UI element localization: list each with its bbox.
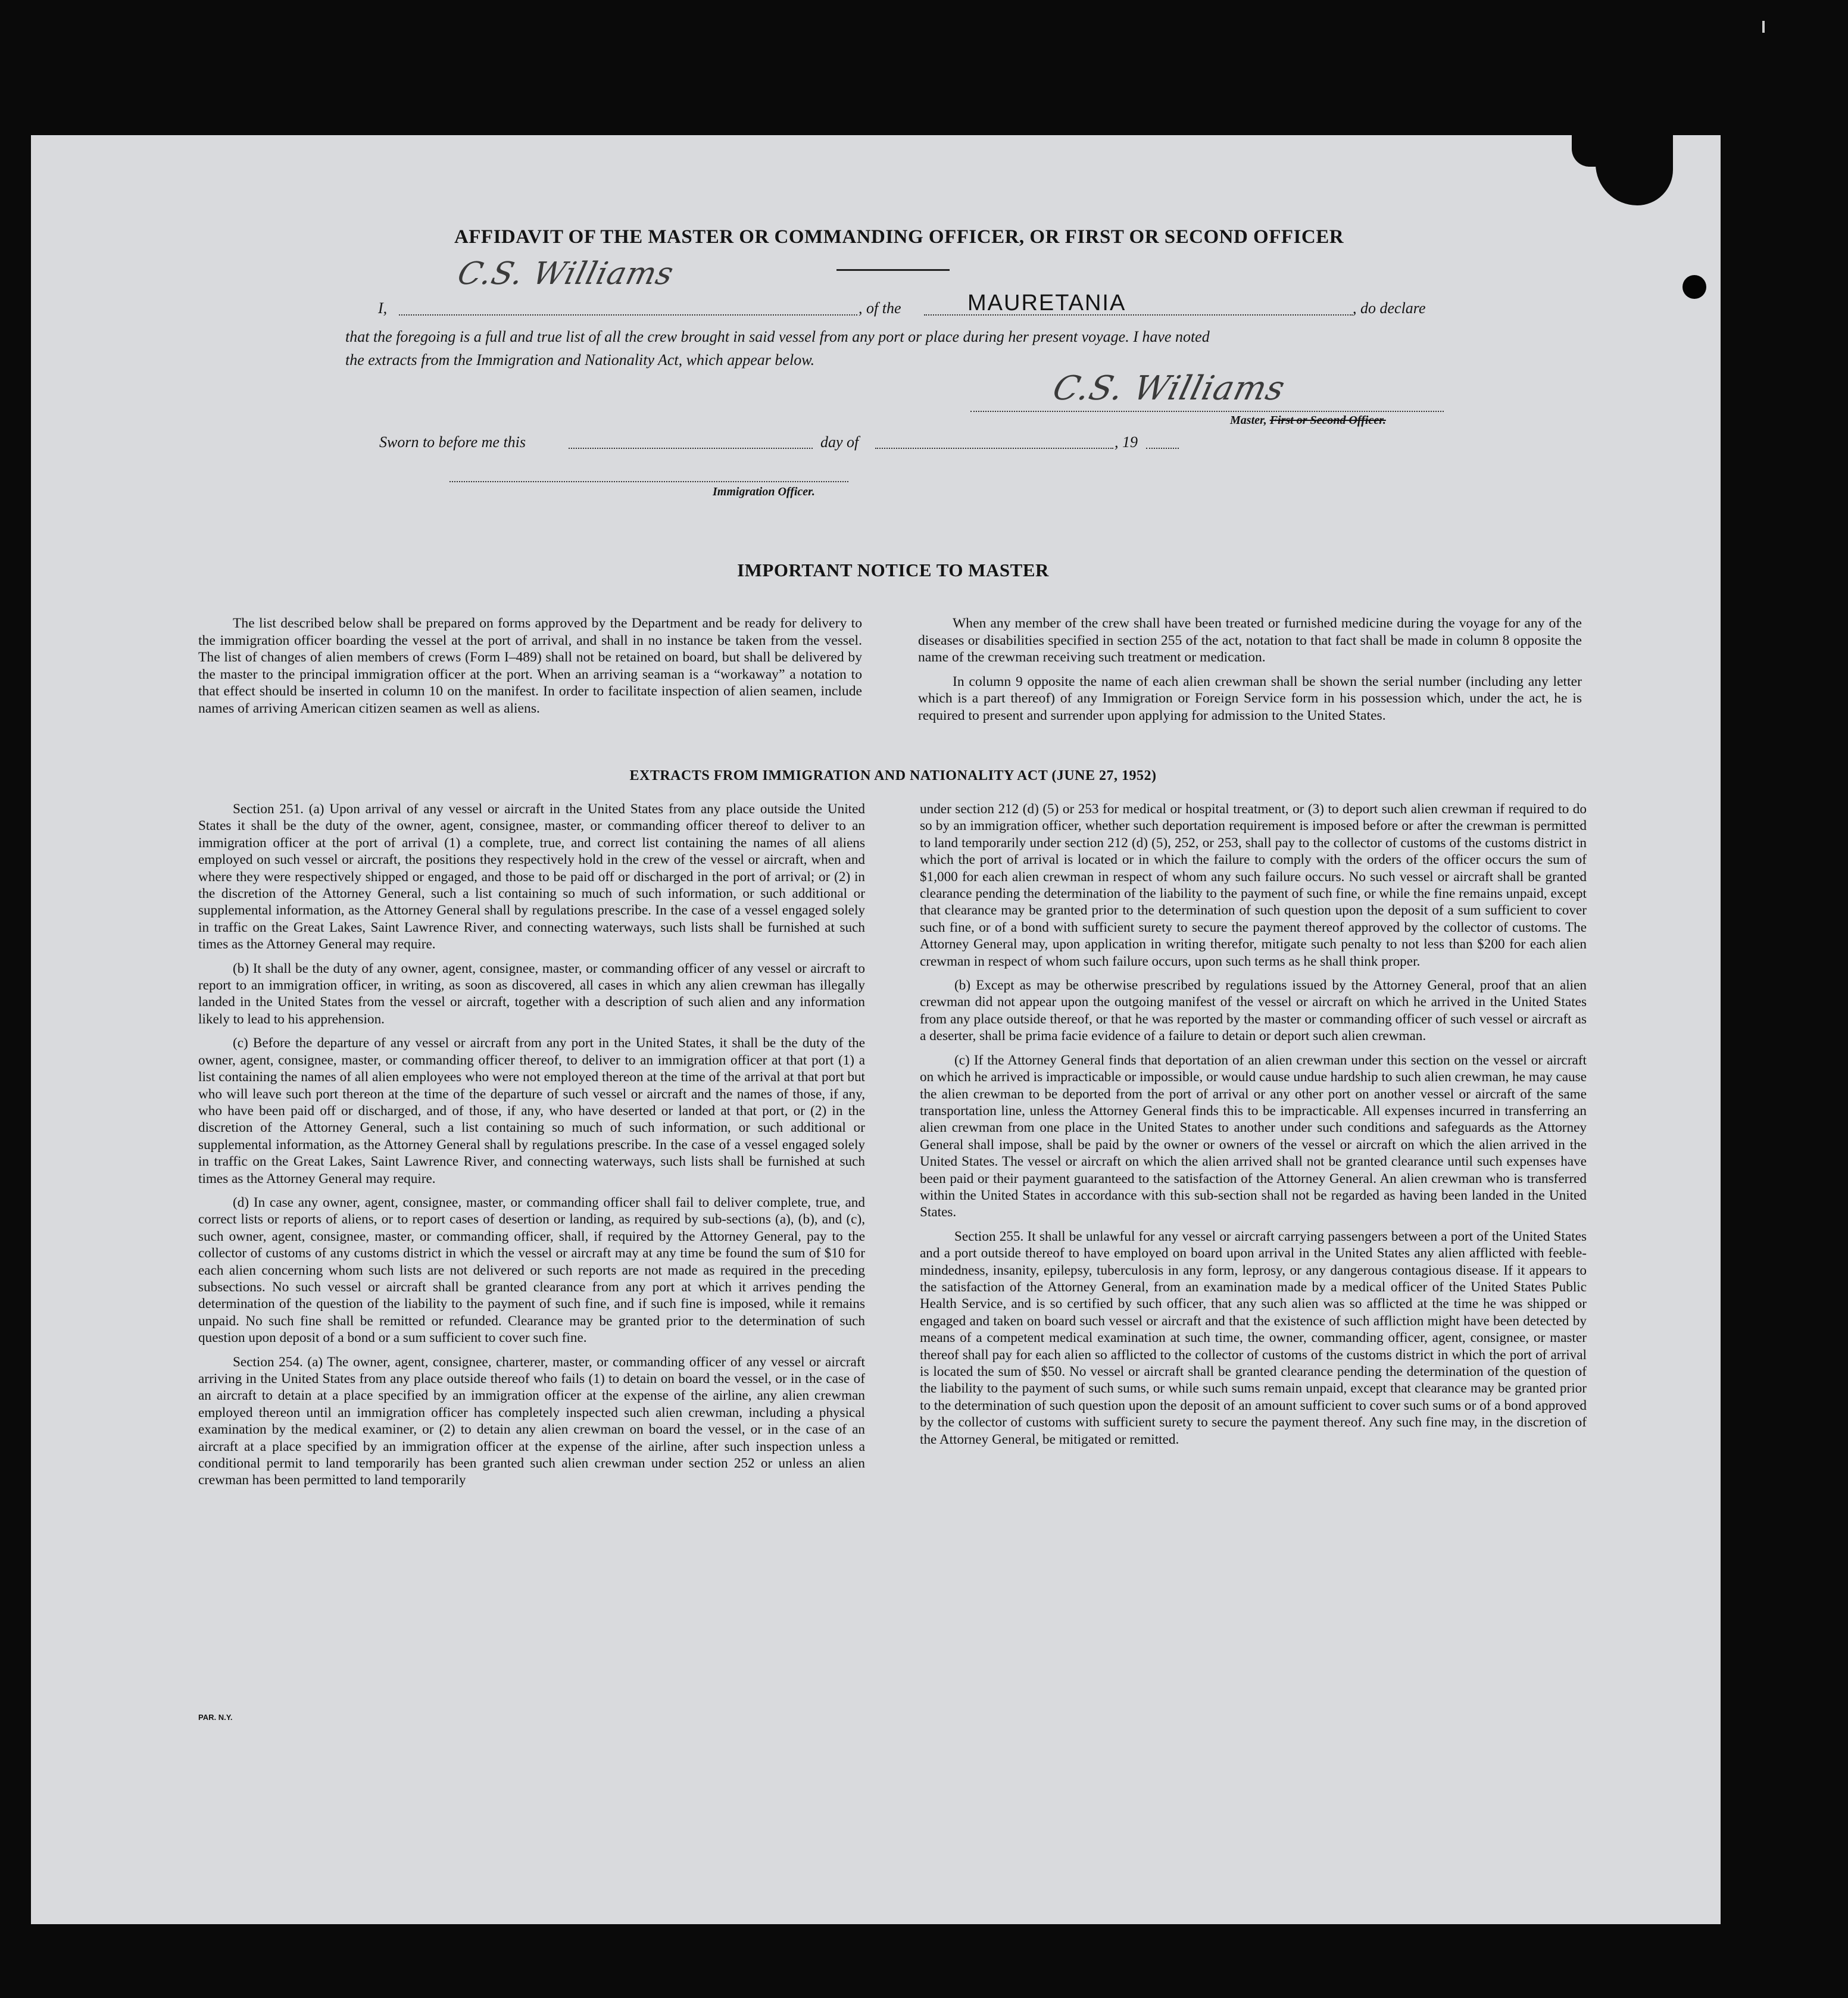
sworn-label: Sworn to before me this bbox=[379, 433, 526, 451]
notice-right-column bbox=[918, 615, 1582, 732]
section-251b: (b) It shall be the duty of any owner, agent, consignee, master, or commanding officer of any vessel or aircraft to report to an immigration officer, in writing, as soon as discovered, all cases in which any alien crewman has illegally landed in the United States from the vessel or aircraft, together with a description of such alien and any information likely to lead to his apprehension. bbox=[198, 960, 865, 1027]
i-label: I, bbox=[378, 299, 388, 317]
ship-name: MAURETANIA bbox=[967, 291, 1126, 316]
section-251c: (c) Before the departure of any vessel or aircraft from any port in the United States, it shall be the duty of the owner, agent, consignee, master, or commanding officer thereof, to deliver to an immigration officer at that port (1) a list containing the names of all alien employees who were not employed thereon at the time of the arrival at that port but who will leave such port thereon at the time of the departure of such vessel or aircraft and the names of those, if any, who have been paid off or discharged, and of those, if any, who have deserted or landed at that port, or (2) in the discretion of the Attorney General, such a list containing so much of such information, or such additional or supplemental information, as the Attorney General shall by regulations prescribe. In the case of a vessel engaged solely in traffic on the Great Lakes, Saint Lawrence River, and connecting waterways, such lists shall be furnished at such times as the Attorney General may require. bbox=[198, 1035, 865, 1187]
extracts-left-column bbox=[198, 801, 865, 1496]
section-254b: (b) Except as may be otherwise prescribed by regulations issued by the Attorney General, proof that an alien crewman did not appear upon the outgoing manifest of the vessel or aircraft on which he arrived in the United States from any place outside thereof, or that he was reported by the master or commanding officer of such vessel or aircraft as a deserter, shall be prima facie evidence of a failure to detain or deport such alien crewman. bbox=[920, 978, 1587, 1044]
section-251a: Section 251. (a) Upon arrival of any vessel or aircraft in the United States from any place outside the United States it shall be the duty of the owner, agent, consignee, master, or commanding officer thereof to deliver to an immigration officer at the port of arrival (1) a complete, true, and correct list containing the names of all aliens employed on such vessel or aircraft, the positions they respectively hold in the crew of the vessel or aircraft, when and where they were respectively shipped or engaged, and those to be paid off or discharged in the port of arrival; or (2) in the discretion of the Attorney General, such a list containing so much of such information, or such additional or supplemental information, as the Attorney General shall by regulations prescribe. In the case of a vessel engaged solely in traffic on the Great Lakes, Saint Lawrence River, and connecting waterways, such lists shall be furnished at such times as the Attorney General may require. bbox=[198, 801, 865, 953]
notice-left-column bbox=[198, 615, 862, 725]
section-251d: (d) In case any owner, agent, consignee, master, or commanding officer shall fail to deliver complete, true, and correct lists or reports of aliens, or to report cases of desertion or landing, as required by sub-sections (a), (b), and (c), such owner, agent, consignee, master, or commanding officer, shall, if required by the Attorney General, pay to the collector of customs of any customs district in which the vessel or aircraft may at any time be found the sum of $10 for each alien concerning whom such lists are not delivered or such reports are not made as required in the preceding subsections. No such vessel or aircraft shall be granted clearance from any port at which it arrives pending the determination of the question of the liability to the payment of such fine, and if such fine is imposed, while it remains unpaid. No such fine shall be remitted or refunded. Clearance may be granted prior to the determination of such question upon deposit of a bond or a sum sufficient to cover such fine. bbox=[198, 1194, 865, 1346]
master-signature-line bbox=[970, 411, 1444, 412]
officer-signature-line bbox=[449, 481, 848, 482]
name-signature: C.S. Williams bbox=[454, 256, 678, 292]
master-signature: C.S. Williams bbox=[1048, 369, 1290, 408]
sworn-month-line bbox=[875, 448, 1113, 449]
section-254a-continued: under section 212 (d) (5) or 253 for medical or hospital treatment, or (3) to deport such alien crewman if required to do so by an immigration officer, whether such deportation requirement is imposed before or after the crewman is permitted to land temporarily under section 212 (d) (5), 252, or 253, shall pay to the collector of customs of the customs district in which the port of arrival is located or in which the failure to comply with the orders of the officer occurs the sum of $1,000 for each alien crewman in respect of whom any such failure occurs. No such vessel or aircraft shall be granted clearance pending the determination of the liability to the payment of such fine, or while the fine remains unpaid, except that clearance may be granted prior to the determination of such question upon the deposit of a sum sufficient to cover such fine, or of a bond with sufficient surety to secure the payment thereof approved by the collector of customs. The Attorney General may, upon application in writing therefor, mitigate such penalty to not less than $200 for each alien crewman in respect of whom such failure occurs, upon such terms as he shall think proper. bbox=[920, 801, 1587, 969]
section-255: Section 255. It shall be unlawful for any vessel or aircraft carrying passengers between a port of the United States and a port outside thereof to have employed on board upon arrival in the United States any alien afflicted with feeble-mindedness, insanity, epilepsy, tuberculosis in any form, leprosy, or any dangerous contagious disease. If it appears to the satisfaction of the Attorney General, from an examination made by a medical officer of the United States Public Health Service, and is so certified by such officer, that any such alien was so afflicted at the time he was shipped or engaged and taken on board such vessel or aircraft and that the existence of such affliction might have been detected by means of a competent medical examination at such time, the owner, commanding officer, agent, consignee, or master thereof shall pay for each alien so afflicted to the collector of customs of the customs district in which the port of arrival is located the sum of $50. No vessel or aircraft shall be granted clearance pending the determination of the question of the liability to the payment of such sums, or while such sums remain unpaid, except that clearance may be granted prior to the determination of such question upon the deposit of an amount sufficient to cover such sums or of a bond approved by the collector of customs with sufficient surety to secure the payment thereof. Any such fine may, in the discretion of the Attorney General, be mitigated or remitted. bbox=[920, 1228, 1587, 1447]
sworn-year-line bbox=[1146, 448, 1179, 449]
punch-hole bbox=[1682, 275, 1706, 299]
notice-paragraph: The list described below shall be prepared on forms approved by the Department and be ready for delivery to the immigration officer boarding the vessel at the port of arrival, and shall in no instance be taken from the vessel. The list of changes of alien members of crews (Form I–489) shall not be retained on board, but shall be delivered by the master to the principal immigration officer at the port. When an arriving seaman is a “workaway” a notation to that effect should be inserted in column 10 on the manifest. In order to facilitate inspection of alien seamen, include names of arriving American citizen seamen as well as aliens. bbox=[198, 616, 862, 716]
section-254a: Section 254. (a) The owner, agent, consignee, charterer, master, or commanding officer of any vessel or aircraft arriving in the United States from any place outside thereof who fails (1) to detain on board the vessel, or in the case of an aircraft to detain at a place specified by an immigration officer at the expense of the airline, any alien crewman employed thereon until an immigration officer has completely inspected such alien crewman, including a physical examination by the medical examiner, or (2) to detain any alien crewman on board the vessel, or in the case of an aircraft at a place specified by an immigration officer at the expense of the airline, after such inspection unless a conditional permit to land temporarily has been granted such alien crewman under section 252 or unless an alien crewman has been permitted to land temporarily bbox=[198, 1354, 865, 1488]
do-declare-label: , do declare bbox=[1353, 299, 1426, 317]
struck-officer-label: First or Second Officer. bbox=[1269, 414, 1386, 427]
section-254c: (c) If the Attorney General finds that deportation of an alien crewman under this section on the vessel or aircraft on which he arrived is impracticable or impossible, or would cause undue hardship to such alien crewman, he may cause the alien crewman to be deported from the port of arrival or any other port on another vessel or aircraft of the same transportation line, unless the Attorney General finds this to be impracticable. All expenses incurred in transferring an alien crewman from one place in the United States to another under such conditions and safeguards as the Attorney General shall impose, shall be paid by the owner or owners of the vessel or aircraft on which the alien arrived in the United States. The vessel or aircraft on which the alien arrived shall not be granted clearance until such expenses have been paid or their payment guaranteed to the satisfaction of the Attorney General. An alien crewman who is transferred within the United States in accordance with this sub-section shall not be regarded as having been landed in the United States. bbox=[920, 1052, 1587, 1220]
master-label: Master, bbox=[1230, 414, 1267, 427]
notice-paragraph: When any member of the crew shall have been treated or furnished medicine during the voyage for any of the diseases or disabilities specified in section 255 of the act, notation to that fact shall be made in column 8 opposite the name of the crewman receiving such treatment or medication. bbox=[918, 616, 1582, 666]
immigration-officer-label: Immigration Officer. bbox=[713, 485, 815, 498]
declaration-line-2: the extracts from the Immigration and Nationality Act, which appear below. bbox=[345, 351, 815, 369]
extracts-right-column bbox=[920, 801, 1587, 1455]
sworn-day-line bbox=[569, 448, 813, 449]
notice-title: IMPORTANT NOTICE TO MASTER bbox=[737, 560, 1049, 580]
print-mark: PAR. N.Y. bbox=[198, 1713, 233, 1722]
of-the-label: , of the bbox=[859, 299, 901, 317]
scan-edge-mark bbox=[1762, 21, 1765, 33]
name-field-line bbox=[399, 314, 857, 316]
declaration-line-1: that the foregoing is a full and true list of all the crew brought in said vessel from any port or place during her present voyage. I have noted bbox=[345, 328, 1210, 345]
title-rule bbox=[836, 269, 950, 271]
day-of-label: day of bbox=[820, 433, 859, 451]
notice-paragraph: In column 9 opposite the name of each alien crewman shall be shown the serial number (including any letter which is a part thereof) of any Immigration or Foreign Service form in his possession which, under the act, he is required to present and surrender upon applying for admission to the United States. bbox=[918, 673, 1582, 723]
affidavit-title: AFFIDAVIT OF THE MASTER OR COMMANDING OFFICER, OR FIRST OR SECOND OFFICER bbox=[454, 226, 1344, 248]
extracts-title: EXTRACTS FROM IMMIGRATION AND NATIONALITY ACT (JUNE 27, 1952) bbox=[629, 768, 1157, 783]
year-label: , 19 bbox=[1115, 433, 1138, 451]
